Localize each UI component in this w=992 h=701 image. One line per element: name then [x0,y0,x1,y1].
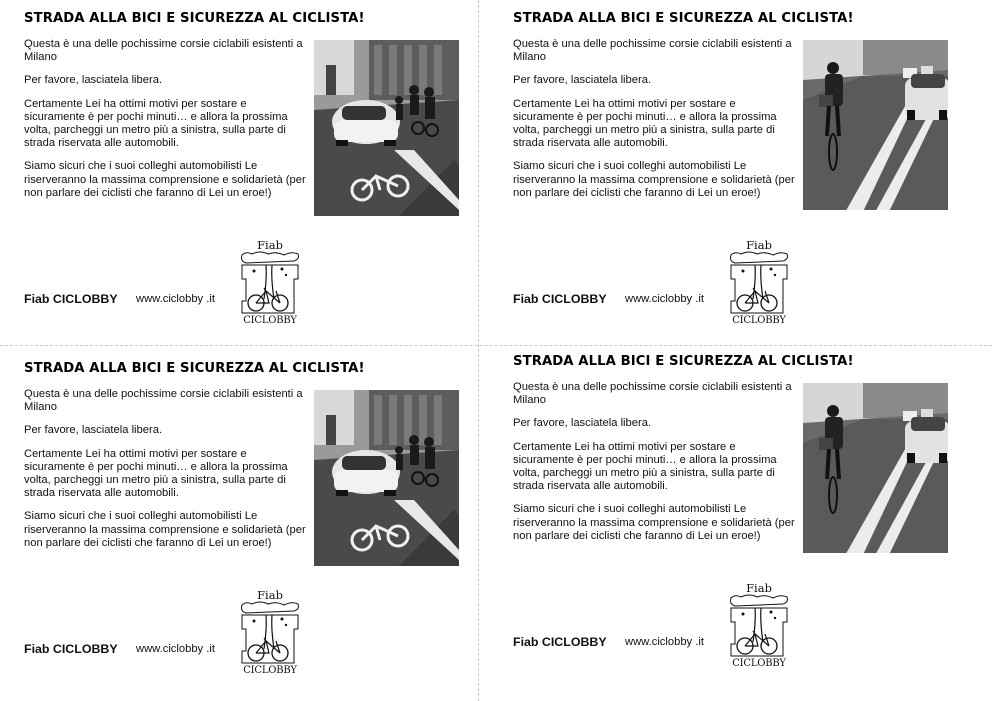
logo-bottom-text: CICLOBBY [732,658,786,669]
footer-organization: Fiab CICLOBBY [24,292,118,306]
paragraph-solidarity: Siamo sicuri che i suoi colleghi automobilisti Le riserveranno la massima comprensione e solidarietà (per non parlare dei ciclisti che faranno di Lei un eroe!) [513,160,795,199]
flyer-title: STRADA ALLA BICI E SICUREZZA AL CICLISTA! [513,11,854,26]
photo-car-scene [314,40,459,216]
logo-top-text: Fiab [257,588,283,602]
paragraph-intro: Questa è una delle pochissime corsie ciclabili esistenti a Milano [24,38,303,64]
photo-car-scene [314,390,459,566]
flyer-top-left [24,11,484,346]
flyer-bottom-right [513,354,973,689]
photo-cyclist-next-to-car [803,40,948,210]
paragraph-reasons: Certamente Lei ha ottimi motivi per sostare e sicuramente è per pochi minuti… e allora la prossima volta, parcheggi un metro più a sinistra, sulla parte di strada riservata alle automobili. [24,97,288,150]
footer-website: www.ciclobby .it [136,293,215,305]
paragraph-intro: Questa è una delle pochissime corsie ciclabili esistenti a Milano [513,381,792,407]
paragraph-request: Per favore, lasciatela libera. [513,417,652,430]
logo-bottom-text: CICLOBBY [732,315,786,326]
logo-top-text: Fiab [746,581,772,595]
fiab-ciclobby-logo [236,589,304,687]
logo-bottom-text: CICLOBBY [243,315,297,326]
flyer-body [513,38,795,210]
flyer-title: STRADA ALLA BICI E SICUREZZA AL CICLISTA! [24,11,365,26]
paragraph-intro: Questa è una delle pochissime corsie ciclabili esistenti a Milano [513,38,792,64]
flyer-body [24,388,306,560]
paragraph-intro: Questa è una delle pochissime corsie ciclabili esistenti a Milano [24,388,303,414]
flyer-body [24,38,306,210]
paragraph-reasons: Certamente Lei ha ottimi motivi per sostare e sicuramente è per pochi minuti… e allora la prossima volta, parcheggi un metro più a sinistra, sulla parte di strada riservata alle automobili. [24,447,288,500]
photo-car-in-bike-lane [314,40,459,216]
logo-bottom-text: CICLOBBY [243,665,297,676]
footer-organization: Fiab CICLOBBY [513,635,607,649]
footer-website: www.ciclobby .it [625,636,704,648]
paragraph-solidarity: Siamo sicuri che i suoi colleghi automobilisti Le riserveranno la massima comprensione e solidarietà (per non parlare dei ciclisti che faranno di Lei un eroe!) [513,503,795,542]
paragraph-request: Per favore, lasciatela libera. [24,74,163,87]
paragraph-solidarity: Siamo sicuri che i suoi colleghi automobilisti Le riserveranno la massima comprensione e solidarietà (per non parlare dei ciclisti che faranno di Lei un eroe!) [24,510,306,549]
photo-cyclist-next-to-car [803,383,948,553]
flyer-title: STRADA ALLA BICI E SICUREZZA AL CICLISTA! [513,354,854,369]
footer-website: www.ciclobby .it [625,293,704,305]
photo-car-in-bike-lane [314,390,459,566]
flyer-body [513,381,795,553]
flyer-top-right [513,11,973,346]
paragraph-reasons: Certamente Lei ha ottimi motivi per sostare e sicuramente è per pochi minuti… e allora la prossima volta, parcheggi un metro più a sinistra, sulla parte di strada riservata alle automobili. [513,440,777,493]
fiab-ciclobby-logo [725,239,793,337]
fiab-ciclobby-logo [236,239,304,337]
paragraph-request: Per favore, lasciatela libera. [24,424,163,437]
fiab-ciclobby-logo [725,582,793,680]
paragraph-solidarity: Siamo sicuri che i suoi colleghi automobilisti Le riserveranno la massima comprensione e solidarietà (per non parlare dei ciclisti che faranno di Lei un eroe!) [24,160,306,199]
paragraph-request: Per favore, lasciatela libera. [513,74,652,87]
flyer-bottom-left [24,361,484,696]
photo-cyclist-scene [803,40,948,210]
logo-top-text: Fiab [746,238,772,252]
paragraph-reasons: Certamente Lei ha ottimi motivi per sostare e sicuramente è per pochi minuti… e allora la prossima volta, parcheggi un metro più a sinistra, sulla parte di strada riservata alle automobili. [513,97,777,150]
footer-organization: Fiab CICLOBBY [24,642,118,656]
photo-cyclist-scene [803,383,948,553]
flyer-title: STRADA ALLA BICI E SICUREZZA AL CICLISTA! [24,361,365,376]
footer-organization: Fiab CICLOBBY [513,292,607,306]
logo-top-text: Fiab [257,238,283,252]
footer-website: www.ciclobby .it [136,643,215,655]
